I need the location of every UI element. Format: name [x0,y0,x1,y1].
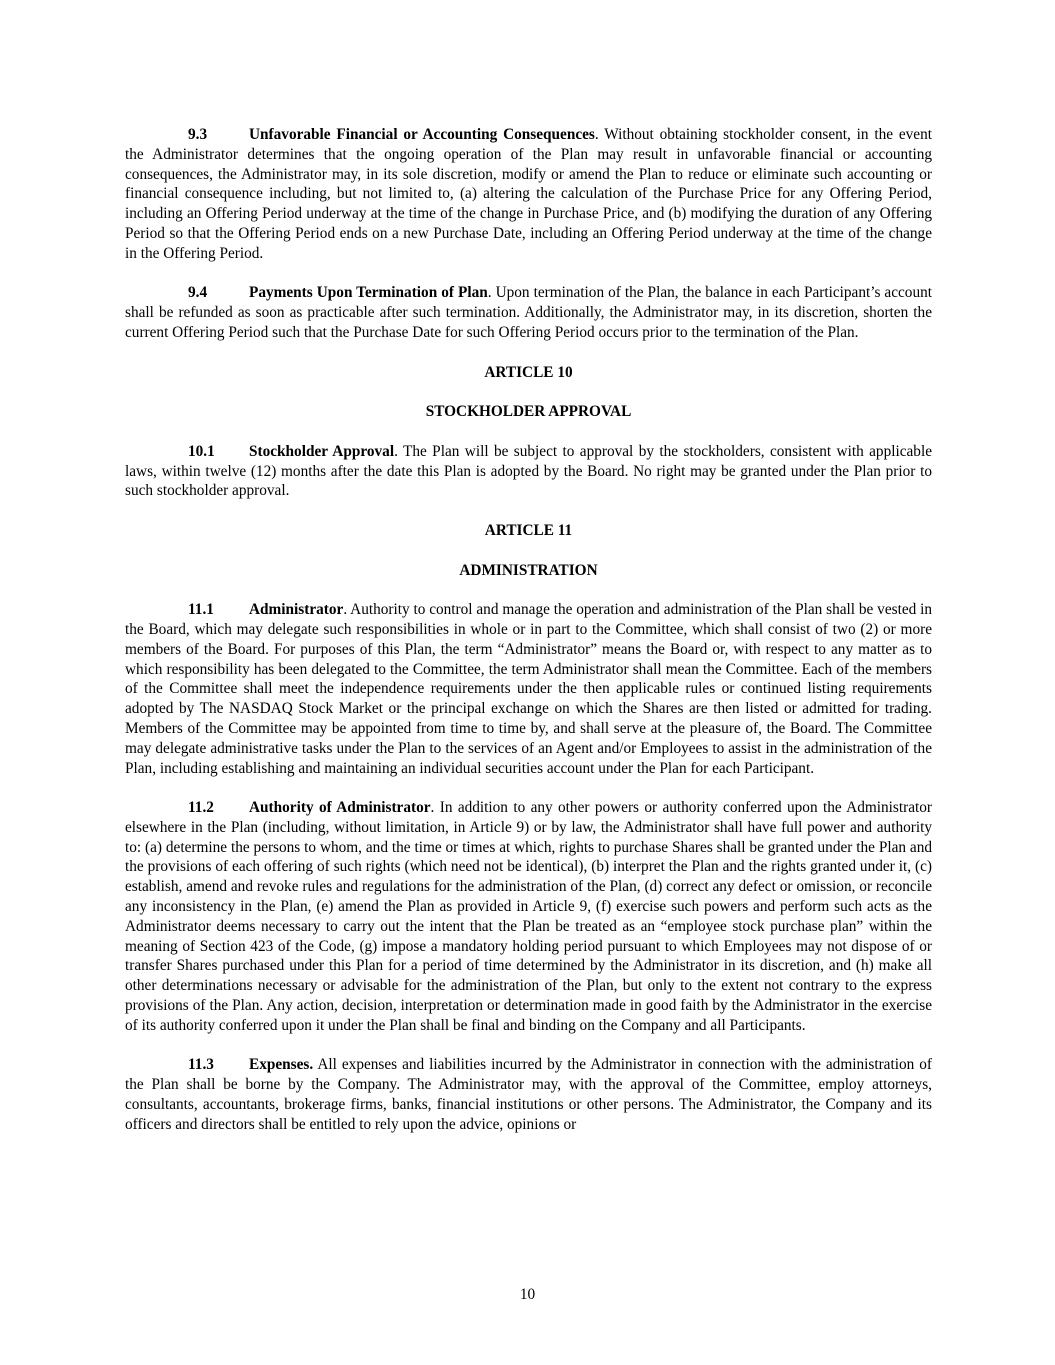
section-heading-punct: . [394,442,398,460]
section-number: 11.1 [188,601,214,619]
section-heading-punct: . [430,799,435,817]
section-11-3 [125,1055,932,1134]
section-number: 11.3 [188,1056,214,1074]
article-11-subtitle: ADMINISTRATION [459,561,598,579]
section-9-3 [125,125,932,264]
article-11-title: ARTICLE 11 [484,521,573,539]
article-10-subtitle: STOCKHOLDER APPROVAL [425,403,632,421]
section-body: All expenses and liabilities incurred by the Administrator in connection with the administration of the Plan shall be borne by the Company. The Administrator may, with the approval of the Committee, employ attorneys, consultants, accountants, brokerage firms, banks, financial institutions or other persons. The Administrator, the Company and its officers and directors shall be entitled to rely upon the advice, opinions or [125,1056,932,1133]
section-body: The Plan will be subject to approval by the stockholders, consistent with applicable laws, within twelve (12) months after the date this Plan is adopted by the Board. No right may be granted under the Plan prior to such stockholder approval. [125,442,932,500]
section-heading-punct: . [594,126,599,143]
section-heading: Unfavorable Financial or Accounting Consequences [249,126,595,143]
section-heading: Administrator [249,601,344,619]
section-9-4 [125,283,932,342]
section-11-2 [125,798,932,1036]
section-heading: Authority of Administrator [249,799,431,817]
section-body: In addition to any other powers or authority conferred upon the Administrator elsewhere in the Plan (including, without limitation, in Article 9) or by law, the Administrator shall have full power and authority to: (a) determine the persons to whom, and the time or times at which, rights to purchase Shares shall be granted under the Plan and the provisions of each offering of such rights (which need not be identical), (b) interpret the Plan and the rights granted under it, (c) establish, amend and revoke rules and regulations for the administration of the Plan, (d) correct any defect or omission, or reconcile any inconsistency in the Plan, (e) amend the Plan as provided in Article 9, (f) exercise such powers and perform such acts as the Administrator deems necessary to carry out the intent that the Plan be treated as an “employee stock purchase plan” within the meaning of Section 423 of the Code, (g) impose a mandatory holding period pursuant to which Employees may not dispose of or transfer Shares purchased under this Plan for a period of time determined by the Administrator in its discretion, and (h) make all other determinations necessary or advisable for the administration of the Plan, but only to the extent not contrary to the express provisions of the Plan. Any action, decision, interpretation or determination made in good faith by the Administrator in the exercise of its authority conferred upon it under the Plan shall be final and binding on the Company and all Participants. [125,799,932,1034]
section-heading-punct: . [487,284,492,302]
section-body: Upon termination of the Plan, the balance in each Participant’s account shall be refunded as soon as practicable after such termination. Additionally, the Administrator may, in its discretion, shorten the current Offering Period such that the Purchase Date for such Offering Period occurs prior to the termination of the Plan. [125,284,932,341]
section-body: Authority to control and manage the operation and administration of the Plan shall be vested in the Board, which may delegate such responsibilities in whole or in part to the Committee, which shall consist of two (2) or more members of the Board. For purposes of this Plan, the term “Administrator” means the Board or, with respect to any matter as to which responsibility has been delegated to the Committee, the term Administrator shall mean the Committee. Each of the members of the Committee shall meet the independence requirements under the then applicable rules or continued listing requirements adopted by The NASDAQ Stock Market or the principal exchange on which the Shares are then listed or admitted for trading. Members of the Committee may be appointed from time to time by, and shall serve at the pleasure of, the Board. The Committee may delegate administrative tasks under the Plan to the services of an Agent and/or Employees to assist in the administration of the Plan, including establishing and maintaining an individual securities account under the Plan for each Participant. [125,601,932,777]
page-number: 10 [519,1286,536,1303]
article-10-title: ARTICLE 10 [484,363,573,381]
section-body: Without obtaining stockholder consent, in the event the Administrator determines that the ongoing operation of the Plan may result in unfavorable financial or accounting consequences, the Administrator may, in its sole discretion, modify or amend the Plan to reduce or eliminate such accounting or financial consequence including, but not limited to, (a) altering the calculation of the Purchase Price for any Offering Period, including an Offering Period underway at the time of the change in Purchase Price, and (b) modifying the duration of any Offering Period so that the Offering Period ends on a new Purchase Date, including an Offering Period underway at the time of the change in the Offering Period. [125,126,932,262]
section-10-1 [125,442,932,501]
document-page [125,125,932,1154]
section-11-1 [125,600,932,778]
section-heading: Payments Upon Termination of Plan [249,284,488,302]
section-number: 9.4 [188,284,208,302]
section-heading-punct: . [343,601,348,619]
section-number: 10.1 [188,442,215,460]
section-number: 9.3 [188,126,208,143]
section-heading: Expenses. [249,1056,314,1074]
section-heading: Stockholder Approval [249,442,395,460]
section-number: 11.2 [188,799,214,817]
